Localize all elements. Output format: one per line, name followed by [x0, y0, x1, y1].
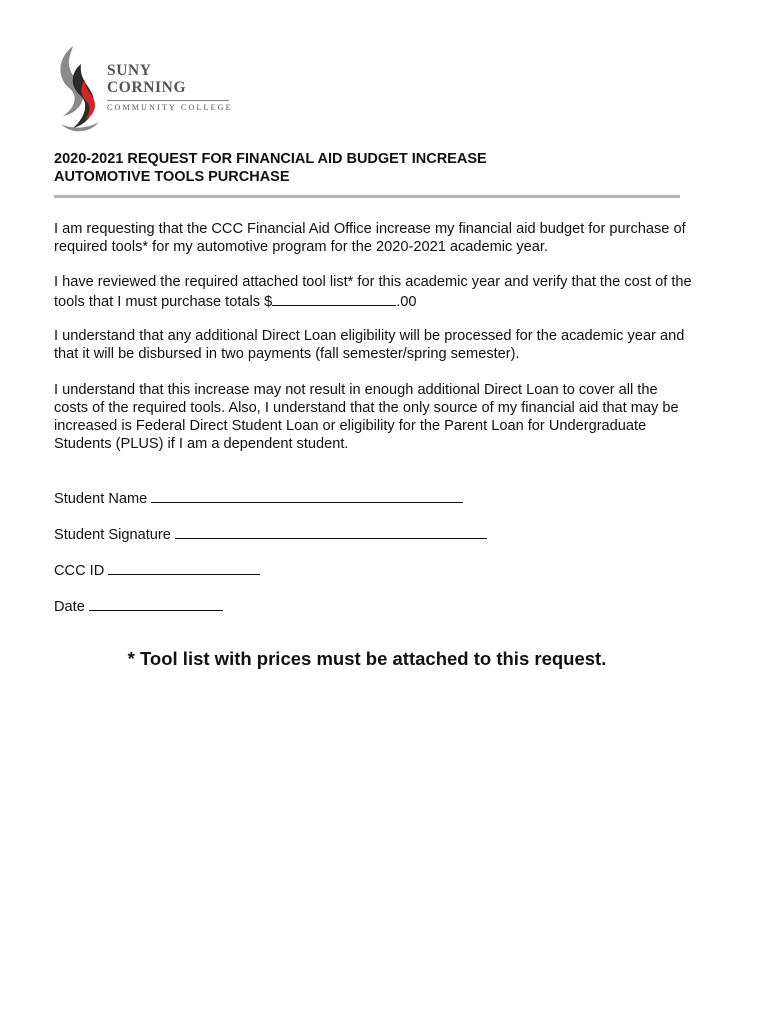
ccc-id-label: CCC ID: [54, 563, 105, 579]
student-name-field[interactable]: [151, 488, 463, 503]
student-name-label: Student Name: [54, 491, 148, 507]
student-signature-label: Student Signature: [54, 527, 171, 543]
cost-text: I have reviewed the required attached tool list* for this academic year and verify that the cost of the tools that I must purchase totals $: [54, 274, 692, 310]
paragraph-cost: [54, 273, 694, 311]
paragraph-disclaimer: I understand that this increase may not result in enough additional Direct Loan to cover all the costs of the required tools. Also, I understand that the only source of my financial aid that may be increased is Federal Direct Student Loan or eligibility for the Parent Loan for Undergraduate Students (PLUS) if I am a dependent student.: [54, 382, 679, 452]
date-label: Date: [54, 599, 85, 615]
logo-divider: [107, 100, 229, 101]
student-name-row: [54, 488, 463, 508]
student-signature-field[interactable]: [175, 524, 487, 539]
attachment-note: * Tool list with prices must be attached to this request.: [127, 648, 607, 669]
college-logo: [55, 44, 245, 136]
logo-suny: SUNY: [107, 62, 152, 79]
title-line-2: AUTOMOTIVE TOOLS PURCHASE: [54, 169, 290, 185]
logo-subtitle: COMMUNITY COLLEGE: [107, 103, 233, 112]
ccc-id-row: [54, 560, 260, 580]
student-signature-row: [54, 524, 487, 544]
flame-logo-icon: [55, 44, 105, 136]
logo-corning: CORNING: [107, 79, 187, 96]
title-line-1: 2020-2021 REQUEST FOR FINANCIAL AID BUDGET INCREASE: [54, 151, 487, 167]
cost-suffix: .00: [396, 294, 417, 310]
date-row: [54, 596, 223, 616]
date-field[interactable]: [89, 596, 223, 611]
paragraph-eligibility: I understand that any additional Direct Loan eligibility will be processed for the academic year and that it will be disbursed in two payments (fall semester/spring semester).: [54, 328, 685, 362]
cost-amount-field[interactable]: [272, 291, 396, 306]
paragraph-request: I am requesting that the CCC Financial Aid Office increase my financial aid budget for purchase of required tools* for my automotive program for the 2020-2021 academic year.: [54, 221, 686, 255]
title-divider: [54, 195, 680, 198]
ccc-id-field[interactable]: [108, 560, 260, 575]
document-title: [54, 150, 487, 186]
